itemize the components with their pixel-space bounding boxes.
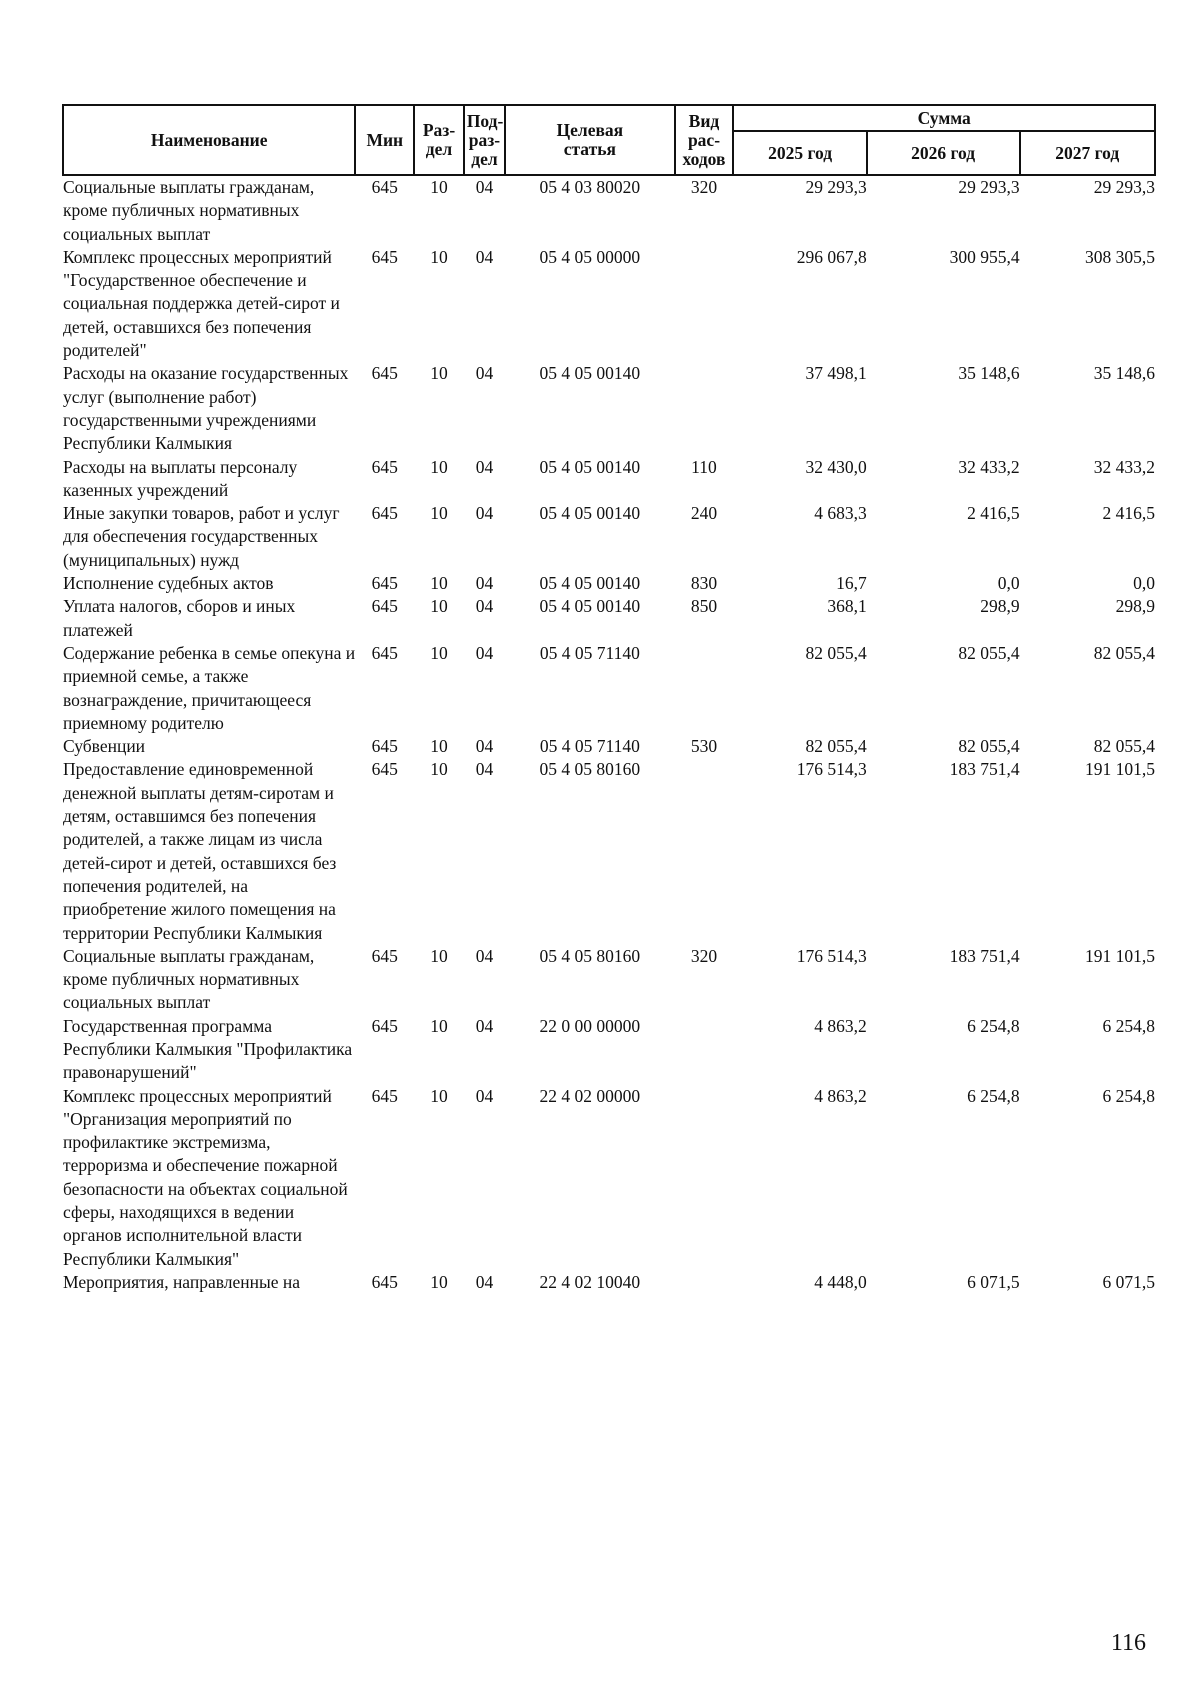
row-sum-2025: 368,1: [827, 596, 867, 617]
row-sum-2025: 16,7: [836, 573, 867, 594]
row-name: Расходы на выплаты персоналу казенных учреждений: [63, 456, 298, 500]
table-row: [63, 1015, 1155, 1085]
row-sum-2026: 6 254,8: [967, 1085, 1020, 1106]
header-year-2027: 2027 год: [1020, 131, 1155, 175]
row-expense-type: 320: [690, 945, 718, 966]
row-name: Комплекс процессных мероприятий "Организация мероприятий по профилактике экстремизма, терроризма и обеспечение пожарной безопасности на объектах социальной сферы, находящихся в ведении органов исполнительной власти Республики Калмыкия": [63, 1085, 348, 1269]
row-sum-2027: 6 254,8: [1102, 1085, 1155, 1106]
row-sum-2027: 2 416,5: [1102, 503, 1155, 524]
row-podrazdel: 04: [475, 759, 494, 780]
row-sum-2026: 29 293,3: [958, 177, 1020, 197]
row-name: Мероприятия, направленные на: [63, 1271, 301, 1292]
row-min: 645: [371, 1271, 398, 1292]
row-razdel: 10: [430, 1271, 448, 1292]
row-name: Иные закупки товаров, работ и услуг для обеспечения государственных (муниципальных) нужд: [63, 503, 340, 570]
table-row: [63, 735, 1155, 758]
header-name: Наименование: [63, 105, 355, 175]
row-podrazdel: 04: [475, 573, 494, 594]
budget-table: [62, 104, 1156, 1294]
row-sum-2025: 4 863,2: [814, 1085, 867, 1106]
row-razdel: 10: [430, 177, 448, 197]
row-name: Расходы на оказание государственных услуг (выполнение работ) государственными учреждениями Республики Калмыкия: [63, 363, 349, 454]
row-sum-2027: 29 293,3: [1093, 177, 1155, 197]
row-min: 645: [371, 246, 398, 267]
row-sum-2025: 82 055,4: [805, 736, 867, 757]
row-sum-2027: 298,9: [1115, 596, 1155, 617]
row-sum-2025: 4 683,3: [814, 503, 867, 524]
row-podrazdel: 04: [475, 503, 494, 524]
row-podrazdel: 04: [475, 246, 494, 267]
row-expense-type: [675, 1015, 734, 1085]
table-row: [63, 642, 1155, 735]
row-sum-2025: 4 863,2: [814, 1015, 867, 1036]
row-target-article: 05 4 05 71140: [539, 736, 640, 757]
row-sum-2026: 32 433,2: [958, 456, 1020, 477]
row-podrazdel: 04: [475, 642, 494, 663]
row-min: 645: [371, 1085, 398, 1106]
header-year-2025: 2025 год: [733, 131, 866, 175]
row-sum-2026: 6 254,8: [967, 1015, 1020, 1036]
row-podrazdel: 04: [475, 1085, 494, 1106]
header-min: Мин: [355, 105, 414, 175]
row-sum-2027: 82 055,4: [1093, 736, 1155, 757]
row-sum-2026: 35 148,6: [958, 363, 1020, 384]
row-min: 645: [371, 1015, 398, 1036]
row-razdel: 10: [430, 363, 448, 384]
row-razdel: 10: [430, 456, 448, 477]
row-expense-type: [675, 1271, 734, 1294]
row-expense-type: [675, 1085, 734, 1271]
row-sum-2025: 37 498,1: [805, 363, 867, 384]
row-min: 645: [371, 759, 398, 780]
row-sum-2025: 82 055,4: [805, 642, 867, 663]
table-row: [63, 246, 1155, 362]
row-name: Содержание ребенка в семье опекуна и приемной семье, а также вознаграждение, причитающееся приемному родителю: [63, 642, 356, 733]
row-sum-2025: 29 293,3: [805, 177, 867, 197]
row-podrazdel: 04: [475, 1271, 494, 1292]
row-podrazdel: 04: [475, 363, 494, 384]
table-row: [63, 758, 1155, 944]
table-row: [63, 175, 1155, 246]
row-podrazdel: 04: [475, 177, 494, 197]
row-razdel: 10: [430, 1015, 448, 1036]
row-min: 645: [371, 945, 398, 966]
row-razdel: 10: [430, 759, 448, 780]
table-body: [63, 175, 1155, 1294]
row-min: 645: [371, 456, 398, 477]
row-sum-2025: 4 448,0: [814, 1271, 867, 1292]
row-min: 645: [371, 177, 398, 197]
row-sum-2027: 82 055,4: [1093, 642, 1155, 663]
row-target-article: 05 4 05 71140: [539, 642, 640, 663]
table-row: [63, 362, 1155, 455]
row-expense-type: [675, 246, 734, 362]
row-sum-2026: 183 751,4: [949, 759, 1020, 780]
row-expense-type: 530: [690, 736, 718, 757]
row-expense-type: 320: [690, 177, 718, 197]
row-target-article: 05 4 05 00000: [539, 246, 641, 267]
header-razdel: Раз- дел: [414, 105, 464, 175]
row-target-article: 22 4 02 10040: [539, 1271, 641, 1292]
row-name: Социальные выплаты гражданам, кроме публичных нормативных социальных выплат: [63, 945, 315, 1013]
row-min: 645: [371, 363, 398, 384]
row-razdel: 10: [430, 596, 448, 617]
row-name: Исполнение судебных актов: [63, 573, 274, 594]
row-sum-2025: 176 514,3: [796, 759, 867, 780]
row-name: Социальные выплаты гражданам, кроме публичных нормативных социальных выплат: [63, 177, 315, 244]
row-podrazdel: 04: [475, 456, 494, 477]
table-header: [63, 105, 1155, 175]
row-razdel: 10: [430, 736, 448, 757]
row-expense-type: [675, 642, 734, 735]
row-sum-2026: 6 071,5: [967, 1271, 1020, 1292]
row-expense-type: 850: [690, 596, 718, 617]
row-name: Предоставление единовременной денежной выплаты детям-сиротам и детям, оставшимся без попечения родителей, а также лицам из числа детей-сирот и детей, оставшихся без попечения родителей, на приобретение жилого помещения на территории Республики Калмыкия: [63, 759, 337, 943]
row-sum-2026: 0,0: [997, 573, 1020, 594]
row-podrazdel: 04: [475, 736, 494, 757]
row-target-article: 05 4 05 00140: [539, 596, 641, 617]
row-expense-type: 830: [690, 573, 718, 594]
table-row: [63, 572, 1155, 595]
header-sum: Сумма: [733, 105, 1155, 131]
header-expense-type: Вид рас- ходов: [675, 105, 734, 175]
row-sum-2025: 296 067,8: [796, 246, 867, 267]
row-podrazdel: 04: [475, 596, 494, 617]
row-sum-2026: 2 416,5: [967, 503, 1020, 524]
row-razdel: 10: [430, 573, 448, 594]
row-expense-type: 240: [690, 503, 718, 524]
row-sum-2027: 191 101,5: [1085, 759, 1155, 780]
header-podrazdel: Под- раз- дел: [464, 105, 505, 175]
header-year-2026: 2026 год: [867, 131, 1020, 175]
row-sum-2027: 6 254,8: [1102, 1015, 1155, 1036]
row-podrazdel: 04: [475, 1015, 494, 1036]
row-target-article: 05 4 03 80020: [539, 177, 641, 197]
row-name: Государственная программа Республики Калмыкия "Профилактика правонарушений": [63, 1015, 353, 1083]
row-sum-2025: 32 430,0: [805, 456, 867, 477]
row-sum-2027: 308 305,5: [1085, 246, 1155, 267]
row-min: 645: [371, 642, 398, 663]
row-razdel: 10: [430, 1085, 448, 1106]
table-row: [63, 1271, 1155, 1294]
row-expense-type: [675, 362, 734, 455]
table-row: [63, 945, 1155, 1015]
row-sum-2027: 35 148,6: [1093, 363, 1155, 384]
page-number: 116: [1110, 1630, 1146, 1656]
row-target-article: 05 4 05 00140: [539, 456, 641, 477]
row-sum-2025: 176 514,3: [796, 945, 867, 966]
row-target-article: 05 4 05 00140: [539, 363, 641, 384]
table-row: [63, 456, 1155, 503]
row-min: 645: [371, 573, 398, 594]
row-sum-2026: 82 055,4: [958, 736, 1020, 757]
row-sum-2026: 82 055,4: [958, 642, 1020, 663]
row-sum-2026: 300 955,4: [949, 246, 1020, 267]
row-target-article: 22 0 00 00000: [539, 1015, 641, 1036]
row-target-article: 05 4 05 00140: [539, 573, 641, 594]
header-target-article: Целевая статья: [505, 105, 674, 175]
row-expense-type: [675, 758, 734, 944]
row-name: Субвенции: [63, 736, 146, 757]
row-target-article: 05 4 05 00140: [539, 503, 641, 524]
row-razdel: 10: [430, 246, 448, 267]
row-min: 645: [371, 596, 398, 617]
row-min: 645: [371, 736, 398, 757]
row-sum-2026: 183 751,4: [949, 945, 1020, 966]
row-razdel: 10: [430, 503, 448, 524]
row-podrazdel: 04: [475, 945, 494, 966]
row-target-article: 05 4 05 80160: [539, 759, 641, 780]
row-sum-2027: 0,0: [1133, 573, 1155, 594]
row-sum-2026: 298,9: [980, 596, 1020, 617]
table-row: [63, 502, 1155, 572]
row-name: Уплата налогов, сборов и иных платежей: [63, 596, 296, 640]
row-sum-2027: 32 433,2: [1093, 456, 1155, 477]
table-row: [63, 595, 1155, 642]
row-sum-2027: 6 071,5: [1102, 1271, 1155, 1292]
row-sum-2027: 191 101,5: [1085, 945, 1155, 966]
row-target-article: 05 4 05 80160: [539, 945, 641, 966]
row-target-article: 22 4 02 00000: [539, 1085, 641, 1106]
row-name: Комплекс процессных мероприятий "Государственное обеспечение и социальная поддержка детей-сирот и детей, оставшихся без попечения родителей": [63, 246, 340, 361]
row-razdel: 10: [430, 642, 448, 663]
row-expense-type: 110: [691, 456, 717, 477]
row-min: 645: [371, 503, 398, 524]
row-razdel: 10: [430, 945, 448, 966]
table-row: [63, 1085, 1155, 1271]
